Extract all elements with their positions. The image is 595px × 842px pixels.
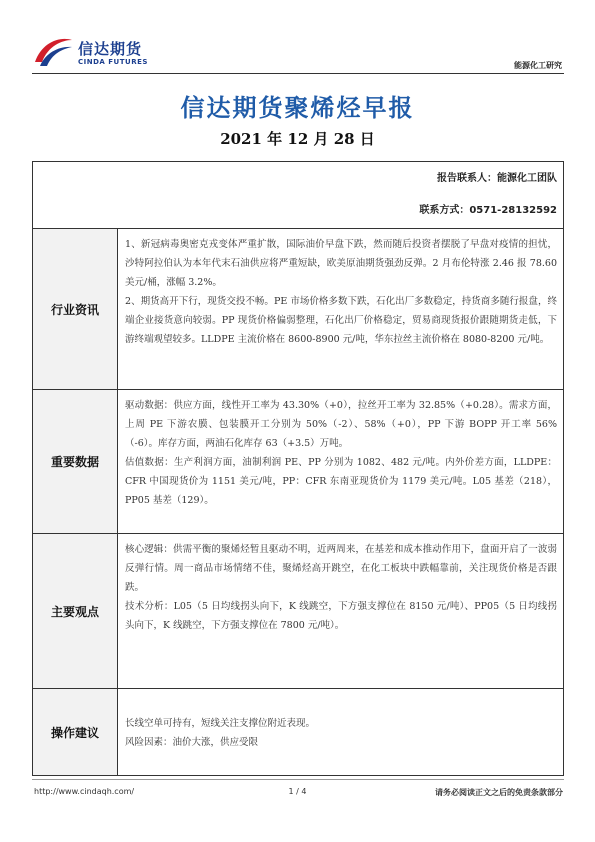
page-header [32,34,564,76]
report-date: 2021 年 12 月 28 日 [220,130,375,148]
report-title: 信达期货聚烯烃早报 [180,93,415,122]
section-content [118,229,564,390]
section-paragraph: 技术分析：L05（5 日均线拐头向下，K 线跳空，下方强支撑位在 8150 元/吨）、PP05（5 日均线拐头向下，K 线跳空，下方强支撑位在 7800 元/吨）。 [125,601,557,631]
section-row-operation-advice [33,689,564,776]
section-label: 行业资讯 [33,229,118,390]
page-number: 1 / 4 [288,787,307,796]
section-content [118,689,564,776]
logo-name-cn: 信达期货 [78,40,143,58]
section-paragraph: 风险因素：油价大涨，供应受限 [125,737,259,748]
contact-person: 报告联系人：能源化工团队 [437,173,557,184]
report-table [32,161,564,776]
section-row-key-data [33,390,564,534]
section-paragraph: 2、期货高开下行，现货交投不畅。PE 市场价格多数下跌，石化出厂多数稳定，持货商多随行报盘，终端企业接货意向较弱。PP 现货价格偏弱整理，石化出厂价格稳定，贸易商现货报价跟随期货走低，下游终端观望较多。LLDPE 主流价格在 8600-8900 元/吨，华东拉丝主流价格在 8080-8200 元/吨。 [125,296,557,345]
section-row-main-view [33,534,564,689]
section-paragraph: 长线空单可持有，短线关注支撑位附近表现。 [125,718,316,729]
section-row-industry-news [33,229,564,390]
section-content [118,390,564,534]
section-content [118,534,564,689]
section-paragraph: 1、新冠病毒奥密克戎变体严重扩散，国际油价早盘下跌，然而随后投资者摆脱了早盘对疫情的担忧，沙特阿拉伯认为本年代末石油供应将严重短缺，欧美原油期货强劲反弹。2 月布伦特涨 2.46 报 78.60 美元/桶，涨幅 3.2%。 [125,239,557,288]
logo-name-en: CINDA FUTURES [78,58,148,66]
section-label: 操作建议 [33,689,118,776]
section-paragraph: 驱动数据：供应方面，线性开工率为 43.30%（+0），拉丝开工率为 32.85%（+0.28）。需求方面，上周 PE 下游农膜、包装膜开工分别为 50%（-2）、58%（+0），PP 下游 BOPP 开工率 56%（-6）。库存方面，两油石化库存 63（+3.5）万吨。 [125,400,557,449]
footer-divider [32,779,564,780]
company-logo [32,34,152,74]
contact-cell [33,162,564,229]
section-label: 主要观点 [33,534,118,689]
department-label: 能源化工研究 [514,61,562,70]
header-divider [32,73,564,74]
section-paragraph: 核心逻辑：供需平衡的聚烯烃暂且驱动不明，近两周来，在基差和成本推动作用下，盘面开启了一波弱反弹行情。周一商品市场情绪不佳，聚烯烃高开跳空，在化工板块中跌幅靠前，关注现货价格是否跟跌。 [125,544,557,593]
section-label: 重要数据 [33,390,118,534]
contact-phone: 联系方式：0571-28132592 [419,205,557,216]
website-link[interactable]: http://www.cindaqh.com/ [34,787,135,796]
contact-row [33,162,564,229]
disclaimer-note: 请务必阅读正文之后的免责条款部分 [435,788,563,797]
logo-emblem-icon [32,34,74,70]
section-paragraph: 估值数据：生产利润方面，油制利润 PE、PP 分别为 1082、482 元/吨。内外价差方面，LLDPE：CFR 中国现货价为 1151 美元/吨，PP：CFR 东南亚现货价为 1179 美元/吨。L05 基差（218），PP05 基差（129）。 [125,457,557,506]
